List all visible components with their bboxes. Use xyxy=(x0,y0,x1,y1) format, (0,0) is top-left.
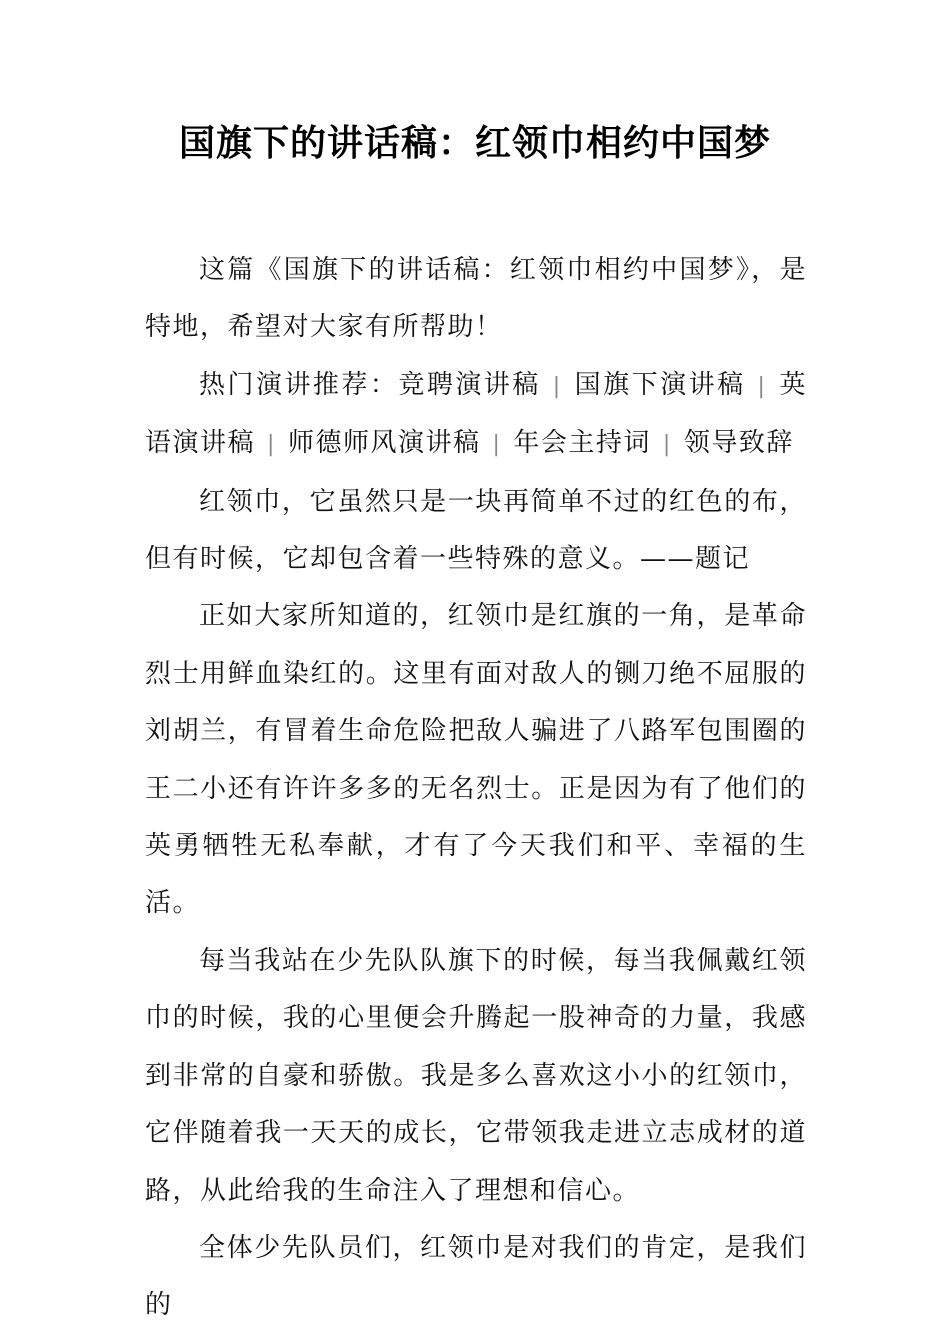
link-separator: | xyxy=(492,432,502,458)
link-separator: | xyxy=(267,432,276,458)
link-teacher-ethics-speech[interactable]: 师德师风演讲稿 xyxy=(287,428,481,459)
intro-paragraph: 这篇《国旗下的讲话稿：红领巾相约中国梦》，是特地，希望对大家有所帮助！ xyxy=(145,255,807,343)
document-body xyxy=(145,242,807,1335)
hot-links-paragraph xyxy=(145,357,807,474)
link-separator: | xyxy=(552,373,562,399)
body-paragraph: 全体少先队员们，红领巾是对我们的肯定，是我们的 xyxy=(145,1232,807,1321)
link-annual-host-script[interactable]: 年会主持词 xyxy=(513,428,651,459)
link-english-speech[interactable]: 英语演讲稿 xyxy=(145,369,807,459)
link-separator: | xyxy=(757,373,767,399)
body-paragraph: 每当我站在少先队队旗下的时候，每当我佩戴红领巾的时候，我的心里便会升腾起一股神奇的力量，我感到非常的自豪和骄傲。我是多么喜欢这小小的红领巾，它伴随着我一天天的成长，它带领我走进立志成材的道路，从此给我的生命注入了理想和信心。 xyxy=(145,945,807,1206)
link-separator: | xyxy=(662,432,672,458)
hot-links-label: 热门演讲推荐： xyxy=(199,369,399,400)
link-flag-speech[interactable]: 国旗下演讲稿 xyxy=(573,369,746,400)
link-leader-speech[interactable]: 领导致辞 xyxy=(683,428,794,459)
link-competition-speech[interactable]: 竞聘演讲稿 xyxy=(398,369,541,400)
body-paragraph: 红领巾，它虽然只是一块再简单不过的红色的布，但有时候，它却包含着一些特殊的意义。——题记 xyxy=(145,486,807,575)
page-title: 国旗下的讲话稿：红领巾相约中国梦 xyxy=(178,123,771,164)
body-paragraph: 正如大家所知道的，红领巾是红旗的一角，是革命烈士用鲜血染红的。这里有面对敌人的铡刀绝不屈服的刘胡兰，有冒着生命危险把敌人骗进了八路军包围圈的王二小还有许许多多的无名烈士。正是因为有了他们的英勇牺牲无私奉献，才有了今天我们和平、幸福的生活。 xyxy=(145,601,807,919)
